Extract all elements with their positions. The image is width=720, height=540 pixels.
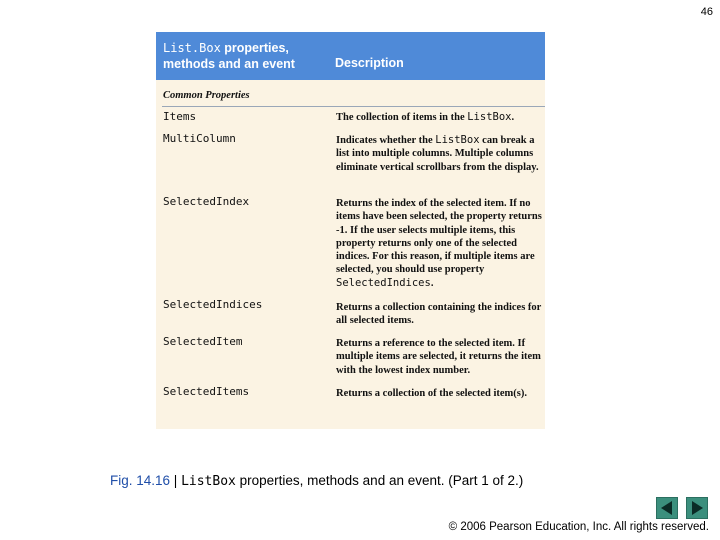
right-arrow-icon — [687, 498, 707, 518]
table-header — [156, 32, 545, 80]
caption-mono: ListBox — [181, 474, 236, 489]
property-description: Returns a reference to the selected item. If multiple items are selected, it returns the item with the lowest index number. — [336, 338, 541, 376]
left-arrow-icon — [657, 498, 677, 518]
figure-caption — [110, 473, 523, 489]
caption-rest: properties, methods and an event. (Part 1 of 2.) — [235, 473, 524, 488]
header-description: Description — [335, 56, 404, 70]
prev-slide-button[interactable] — [656, 497, 678, 519]
caption-fig-label: Fig. 14.16 — [110, 473, 171, 488]
section-divider — [162, 106, 545, 107]
property-name: SelectedIndex — [163, 195, 250, 208]
header-left-rest: properties, — [220, 41, 289, 55]
property-name: SelectedIndices — [163, 298, 263, 311]
property-description: Indicates whether the ListBox can break a list into multiple columns. Multiple columns eliminate vertical scrollbars from the display. — [336, 134, 539, 173]
property-description: Returns a collection of the selected item(s). — [336, 388, 527, 399]
header-mono: List.Box — [163, 41, 221, 55]
property-name: MultiColumn — [163, 132, 236, 145]
property-name: SelectedItem — [163, 335, 243, 348]
property-description: Returns the index of the selected item. If no items have been selected, the property returns -1. If the user selects multiple items, this property returns only one of the selected indices. For this reason, if multiple items are selected, you should use property SelectedIndices. — [336, 198, 542, 289]
page-number: 46 — [700, 6, 713, 18]
next-slide-button[interactable] — [686, 497, 708, 519]
inline-code: SelectedIndices — [336, 276, 431, 289]
property-description: Returns a collection containing the indices for all selected items. — [336, 302, 542, 327]
section-title: Common Properties — [163, 90, 250, 101]
copyright: © 2006 Pearson Education, Inc. All rights reserved. — [448, 521, 709, 533]
caption-separator: | — [170, 473, 182, 488]
property-name: Items — [163, 110, 197, 123]
inline-code: ListBox — [435, 134, 480, 146]
property-table — [156, 32, 545, 429]
property-description: The collection of items in the ListBox. — [336, 111, 515, 123]
property-name: SelectedItems — [163, 385, 250, 398]
inline-code: ListBox — [467, 111, 512, 123]
header-left-line2: methods and an event — [163, 57, 295, 71]
header-left — [163, 40, 295, 72]
